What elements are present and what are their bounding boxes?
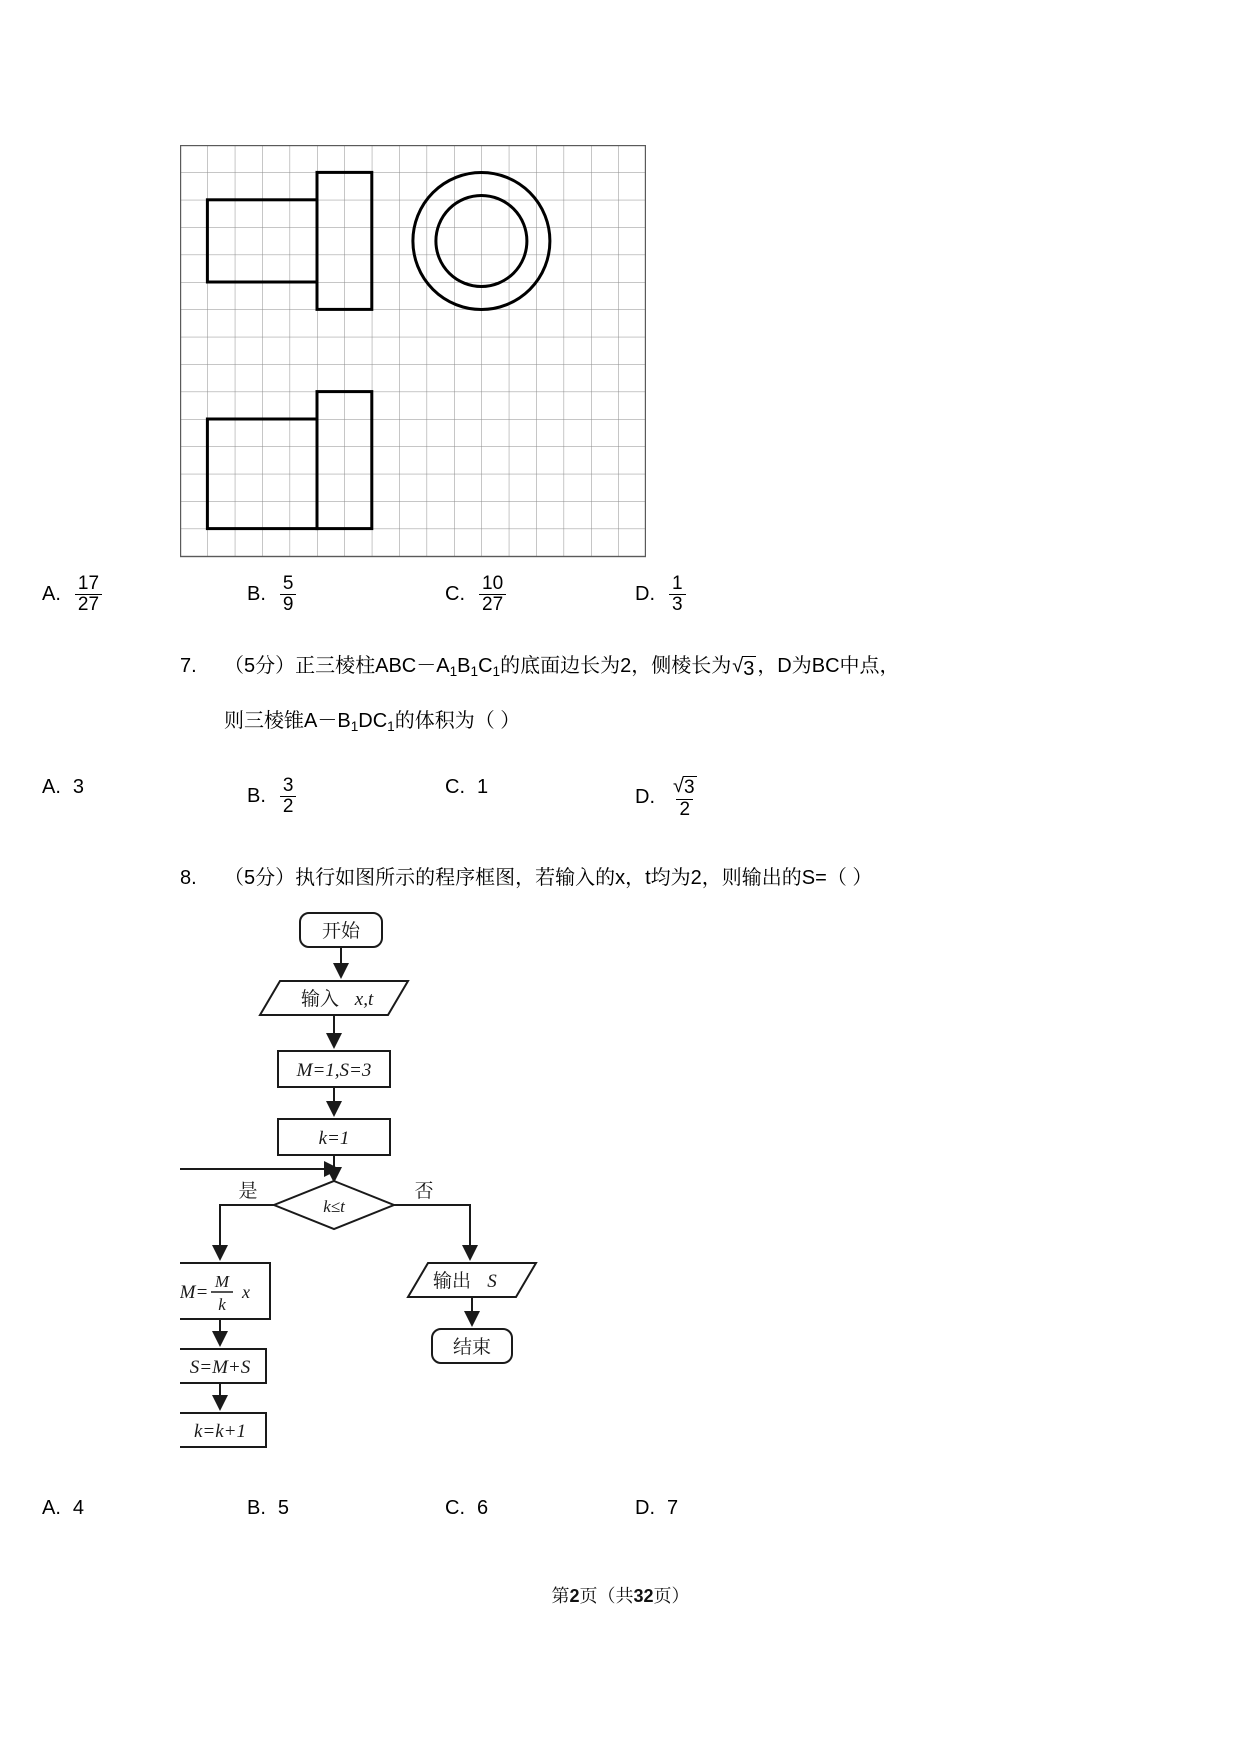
q6-option-c-fraction xyxy=(479,574,506,615)
q7-l2-dc1-sub: 1 xyxy=(387,718,395,734)
flow-decision-label: k≤t xyxy=(323,1197,345,1216)
q6-option-d-tag: D. xyxy=(635,582,655,605)
q7-vertex-c1-sub: 1 xyxy=(492,663,501,679)
footer-page-number: 2 xyxy=(569,1586,580,1606)
q7-radicand: 3 xyxy=(743,658,755,680)
q8-option-b-value: 5 xyxy=(277,1497,290,1519)
q6-option-d-fraction xyxy=(669,574,686,615)
flow-yes-label: 是 xyxy=(238,1181,258,1202)
q7-index: 7. xyxy=(180,655,197,677)
flow-process-m-denominator: k xyxy=(218,1295,226,1314)
page-footer xyxy=(0,1582,1241,1608)
flow-output-var: S xyxy=(487,1271,497,1292)
q7-vertex-c1: C xyxy=(478,655,493,677)
q7-option-c-tag: C. xyxy=(445,776,465,798)
q7-option-a-value: 3 xyxy=(72,776,85,798)
q6-options-row xyxy=(0,574,1241,615)
q7-option-c-value: 1 xyxy=(477,776,489,798)
q6-option-c[interactable] xyxy=(445,574,635,615)
q7-vertex-a1: A xyxy=(436,655,450,677)
q6-option-a[interactable] xyxy=(42,574,247,615)
q8-stem-line xyxy=(180,862,1241,894)
footer-total-pages: 32 xyxy=(633,1586,654,1606)
sqrt-icon: √ 3 xyxy=(673,775,695,798)
q7-score: （5分） xyxy=(224,655,296,677)
q8-index: 8. xyxy=(180,867,197,889)
flow-process-m-numerator: M xyxy=(214,1272,230,1291)
q7-option-b-fraction xyxy=(280,776,297,817)
flow-process-m-lhs: M= xyxy=(180,1282,209,1303)
question-7 xyxy=(0,650,1241,737)
flow-process-k-label: k=k+1 xyxy=(193,1421,247,1442)
q7-option-a[interactable] xyxy=(42,776,247,799)
footer-middle: 页（共 xyxy=(579,1586,634,1606)
flow-input-vars: x,t xyxy=(354,989,374,1010)
numerator: 17 xyxy=(77,573,100,594)
q7-stem-line-2 xyxy=(180,705,1241,738)
q8-option-d[interactable] xyxy=(635,1497,825,1520)
q7-l2-tail: 的体积为（ ） xyxy=(394,709,521,732)
q6-option-a-fraction xyxy=(75,574,102,615)
q7-l2-a: 则三棱锥A xyxy=(224,709,318,732)
q6-option-c-tag: C. xyxy=(445,582,465,605)
numerator: 1 xyxy=(672,573,683,594)
q8-option-d-tag: D. xyxy=(635,1497,655,1519)
q8-option-b-tag: B. xyxy=(247,1497,266,1519)
flow-init-label: M=1,S=3 xyxy=(296,1060,372,1081)
denominator: 27 xyxy=(75,594,102,615)
q7-option-d-tag: D. xyxy=(635,786,655,809)
denominator: 27 xyxy=(479,594,506,615)
q7-option-d-fraction xyxy=(669,776,701,820)
flow-no-label: 否 xyxy=(414,1181,434,1202)
q8-option-d-value: 7 xyxy=(667,1497,679,1519)
numerator: 10 xyxy=(482,573,504,594)
q7-vertex-a1-sub: 1 xyxy=(449,663,458,679)
q7-stem-line-1 xyxy=(180,650,1241,683)
q7-option-b-tag: B. xyxy=(247,784,266,807)
flow-output-label: 输出 xyxy=(432,1271,472,1292)
three-view-grid-figure xyxy=(180,145,646,567)
q8-option-c-value: 6 xyxy=(477,1497,489,1519)
q8-score: （5分） xyxy=(224,867,296,889)
flow-end-label: 结束 xyxy=(452,1337,492,1358)
q6-option-a-tag: A. xyxy=(42,582,61,605)
q6-option-d[interactable] xyxy=(635,574,825,615)
q6-option-b[interactable] xyxy=(247,574,445,615)
q7-l2-dc1: DC xyxy=(358,709,388,732)
q7-option-d[interactable] xyxy=(635,776,825,820)
q7-text-c: ，D为BC中点， xyxy=(757,655,900,677)
q7-vertex-b1-sub: 1 xyxy=(470,663,479,679)
numerator: 5 xyxy=(282,573,294,594)
q8-option-a[interactable] xyxy=(42,1497,247,1520)
footer-prefix: 第 xyxy=(551,1586,570,1606)
q8-option-a-value: 4 xyxy=(72,1497,85,1519)
radicand: 3 xyxy=(683,777,695,798)
q7-text-a: 正三棱柱ABC xyxy=(295,655,417,677)
q7-stem-body xyxy=(224,650,1241,683)
q7-l2-dash: － xyxy=(317,709,338,732)
q7-options-row xyxy=(0,776,1241,820)
q6-option-b-tag: B. xyxy=(247,582,266,605)
q7-dash: － xyxy=(416,655,437,677)
q8-text: 执行如图所示的程序框图，若输入的x，t均为2，则输出的S=（ ） xyxy=(295,867,873,889)
denominator: 9 xyxy=(280,594,297,615)
q8-option-c[interactable] xyxy=(445,1497,635,1520)
numerator xyxy=(669,776,701,799)
numerator: 3 xyxy=(282,775,294,796)
question-8 xyxy=(0,862,1241,894)
q8-option-a-tag: A. xyxy=(42,1497,61,1519)
q7-text-b: 的底面边长为2，侧棱长为 xyxy=(500,655,732,677)
q7-vertex-b1: B xyxy=(457,655,471,677)
flow-process-m-tail: x xyxy=(242,1282,250,1302)
q7-l2-b1: B xyxy=(337,709,351,732)
q8-stem-body xyxy=(224,862,1241,894)
q7-sqrt-3: √ 3 xyxy=(732,655,755,680)
flow-input-label: 输入 xyxy=(300,989,340,1010)
flow-start-label: 开始 xyxy=(321,921,361,942)
denominator: 2 xyxy=(280,796,297,817)
denominator: 2 xyxy=(676,799,693,820)
flow-init-k-label: k=1 xyxy=(318,1128,350,1149)
q7-option-a-tag: A. xyxy=(42,776,61,798)
q8-options-row xyxy=(0,1497,1241,1520)
q8-option-b[interactable] xyxy=(247,1497,445,1520)
footer-suffix: 页） xyxy=(653,1586,690,1606)
flow-process-s-label: S=M+S xyxy=(189,1357,251,1378)
q7-option-b[interactable] xyxy=(247,776,445,817)
q7-l2-b1-sub: 1 xyxy=(350,718,359,734)
q7-option-c[interactable] xyxy=(445,776,635,799)
q8-option-c-tag: C. xyxy=(445,1497,465,1519)
q6-option-b-fraction xyxy=(280,574,297,615)
denominator: 3 xyxy=(669,594,686,615)
program-flowchart xyxy=(180,905,820,1485)
